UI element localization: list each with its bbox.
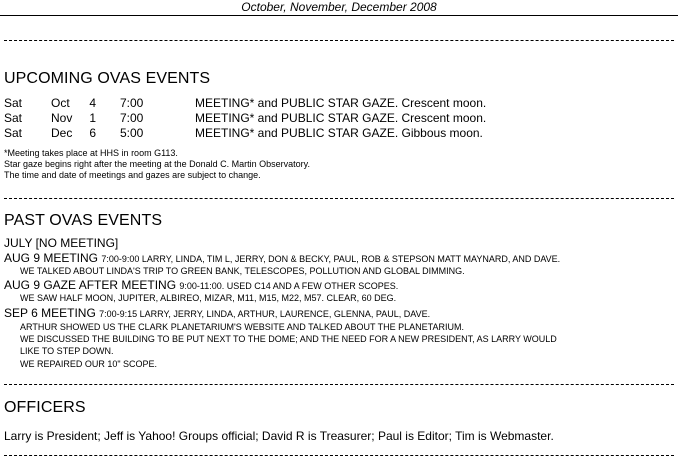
past-entry-title: JULY [NO MEETING] [4,236,119,250]
dashed-divider [4,198,674,199]
past-entry-heading [4,306,430,321]
event-date: 1 [89,111,96,125]
past-entry-heading [4,251,560,266]
past-entry-line: WE TALKED ABOUT LINDA'S TRIP TO GREEN BANK, TELESCOPES, POLLUTION AND GLOBAL DIMMING. [20,266,465,276]
past-entry-line: ARTHUR SHOWED US THE CLARK PLANETARIUM'S WEBSITE AND TALKED ABOUT THE PLANETARIUM. [20,322,464,332]
dashed-divider [4,384,674,385]
past-entry-title: AUG 9 MEETING [4,251,102,265]
event-time: 7:00 [120,96,144,110]
past-entry-line: WE SAW HALF MOON, JUPITER, ALBIREO, MIZAR, M11, M15, M22, M57. CLEAR, 60 DEG. [20,293,397,303]
event-row [4,111,674,126]
star-gaze-note: Star gaze begins right after the meeting at the Donald C. Martin Observatory. [4,159,310,169]
event-time: 7:00 [120,111,144,125]
event-description: MEETING* and PUBLIC STAR GAZE. Crescent moon. [195,96,487,110]
dashed-divider [4,455,674,456]
event-time: 5:00 [120,126,144,140]
event-date: 6 [89,126,96,140]
event-description: MEETING* and PUBLIC STAR GAZE. Crescent moon. [195,111,487,125]
event-description: MEETING* and PUBLIC STAR GAZE. Gibbous moon. [195,126,483,140]
upcoming-events-title: UPCOMING OVAS EVENTS [4,70,211,87]
past-entry-detail: 9:00-11:00. USED C14 AND A FEW OTHER SCOPES. [179,281,399,291]
header-date-range: October, November, December 2008 [241,0,437,14]
header-rule [0,15,678,16]
meeting-location-note: *Meeting takes place at HHS in room G113. [4,148,178,158]
event-day: Sat [4,111,23,125]
event-month: Oct [51,96,70,110]
past-events-title: PAST OVAS EVENTS [4,212,163,229]
past-entry-line: WE DISCUSSED THE BUILDING TO BE PUT NEXT TO THE DOME; AND THE NEED FOR A NEW PRESIDENT, AS LARRY WOULD [20,334,557,344]
event-month: Dec [51,126,73,140]
dashed-divider [4,40,674,41]
officers-list: Larry is President; Jeff is Yahoo! Groups official; David R is Treasurer; Paul is Editor; Tim is Webmaster. [4,429,554,443]
past-entry-title: SEP 6 MEETING [4,306,100,320]
event-row [4,96,674,111]
past-entry-detail: 7:00-9:15 LARRY, JERRY, LINDA, ARTHUR, LAURENCE, GLENNA, PAUL, DAVE. [99,309,431,319]
past-entry-detail: 7:00-9:00 LARRY, LINDA, TIM L, JERRY, DON & BECKY, PAUL, ROB & STEPSON MATT MAYNARD, AND DAVE. [101,254,561,264]
past-entry-heading [4,236,118,250]
past-entry-heading [4,278,398,293]
officers-title: OFFICERS [4,399,86,416]
past-entry-line: WE REPAIRED OUR 10" SCOPE. [20,359,158,369]
event-date: 4 [89,96,96,110]
schedule-change-note: The time and date of meetings and gazes are subject to change. [4,170,261,180]
event-day: Sat [4,96,23,110]
past-entry-title: AUG 9 GAZE AFTER MEETING [4,278,180,292]
event-month: Nov [51,111,73,125]
past-entry-line: LIKE TO STEP DOWN. [20,346,114,356]
event-row [4,126,674,141]
event-day: Sat [4,126,23,140]
